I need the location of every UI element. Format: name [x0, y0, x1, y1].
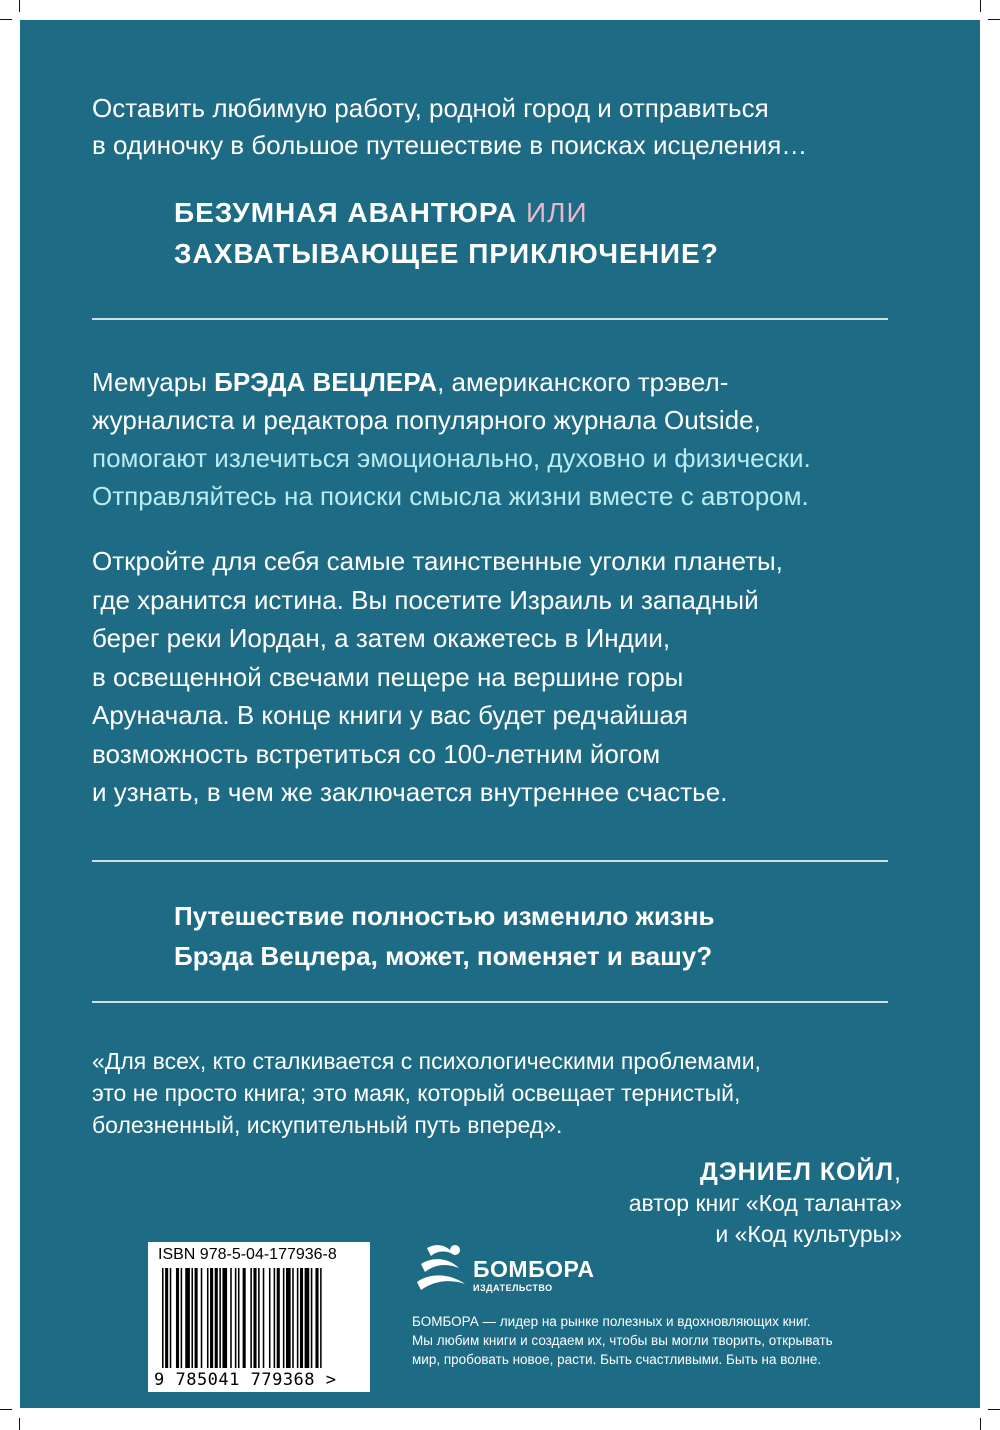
divider: [92, 318, 888, 320]
text-line: Аруначала. В конце книги у вас будет редчайшая: [92, 700, 688, 730]
barcode-bar: [274, 1268, 276, 1368]
publisher-logo-icon: [415, 1242, 471, 1300]
text-part: , американского трэвел-: [437, 367, 729, 397]
barcode-bar: [269, 1268, 271, 1368]
barcode-bar: [219, 1268, 221, 1368]
text-part: Мемуары: [92, 367, 215, 397]
barcode-bar: [243, 1268, 246, 1368]
barcode-bar: [253, 1268, 256, 1368]
crop-mark: [0, 19, 12, 20]
text-line: болезненный, искупительный путь вперед».: [92, 1112, 563, 1138]
barcode-bar: [181, 1268, 183, 1368]
barcode-bar: [305, 1268, 310, 1368]
barcode-bar: [320, 1268, 322, 1368]
crop-mark: [980, 0, 981, 12]
quote-author-desc: и «Код культуры»: [715, 1221, 902, 1247]
text-line-highlight: помогают излечиться эмоционально, духовно и физически.: [92, 443, 811, 473]
barcode-bar: [311, 1268, 313, 1368]
quote-author-desc: автор книг «Код таланта»: [628, 1190, 902, 1216]
headline-part: БЕЗУМНАЯ АВАНТЮРА: [174, 197, 527, 228]
crop-mark: [19, 0, 20, 12]
text-line: мир, пробовать новое, расти. Быть счастливыми. Быть на волне.: [412, 1352, 822, 1367]
discover-paragraph: [92, 542, 783, 812]
text-line: возможность встретиться со 100-летним йогом: [92, 738, 661, 769]
headline-line: ЗАХВАТЫВАЮЩЕЕ ПРИКЛЮЧЕНИЕ?: [174, 238, 719, 269]
quote-author-name: ДЭНИЕЛ КОЙЛ: [700, 1158, 895, 1186]
barcode-bar: [222, 1268, 227, 1368]
review-quote: [92, 1045, 761, 1141]
barcode-bar: [286, 1268, 291, 1368]
text-line: Откройте для себя самые таинственные уголки планеты,: [92, 546, 783, 576]
publisher-blurb: [412, 1312, 833, 1369]
barcode-bar: [191, 1268, 193, 1368]
barcode-bar: [250, 1268, 252, 1368]
quote-attribution: [629, 1156, 902, 1250]
text-line: Оставить любимую работу, родной город и отправиться: [92, 93, 769, 123]
barcode-bar: [170, 1268, 172, 1368]
text-line: в одиночку в большое путешествие в поисках исцеления…: [92, 130, 808, 160]
text-line-highlight: Отправляйтесь на поиски смысла жизни вместе с автором.: [92, 481, 809, 511]
divider: [92, 1001, 888, 1003]
text-line: Брэда Вецлера, может, поменяет и вашу?: [174, 941, 713, 971]
text-line: берег реки Иордан, а затем окажетесь в Индии,: [92, 623, 671, 653]
text-line: Путешествие полностью изменило жизнь: [174, 901, 715, 931]
barcode-bar: [235, 1268, 237, 1368]
question-block: [174, 896, 715, 976]
crop-mark: [0, 1409, 12, 1410]
barcode-bar: [315, 1268, 318, 1368]
publisher-name: БОМБОРА: [473, 1256, 595, 1282]
barcode-bar: [263, 1268, 265, 1368]
barcode-bar: [201, 1268, 203, 1368]
book-back-cover: [20, 20, 980, 1408]
text-line: БОМБОРА — лидер на рынке полезных и вдохновляющих книг.: [412, 1314, 811, 1329]
crop-mark: [980, 1418, 981, 1430]
barcode-bar: [258, 1268, 260, 1368]
memoir-paragraph: [92, 363, 811, 515]
text-line: и узнать, в чем же заключается внутреннее счастье.: [92, 777, 728, 807]
text-line: Мы любим книги и создаем их, чтобы вы могли творить, открывать: [412, 1333, 833, 1348]
intro-paragraph: [92, 90, 807, 164]
text-line: где хранится истина. Вы посетите Израиль и западный: [92, 584, 759, 615]
barcode-bar: [185, 1268, 190, 1368]
text-line: журналиста и редактора популярного журнала Outside,: [92, 405, 761, 435]
barcode-bar: [195, 1268, 198, 1368]
barcode-bar: [210, 1268, 213, 1368]
barcode: [148, 1242, 370, 1392]
divider: [92, 860, 888, 862]
barcode-bar: [162, 1268, 164, 1368]
barcode-bar: [238, 1268, 240, 1368]
publisher-subtitle: ИЗДАТЕЛЬСТВО: [473, 1283, 553, 1293]
text-line: «Для всех, кто сталкивается с психологическими проблемами,: [92, 1048, 761, 1074]
barcode-bar: [165, 1268, 168, 1368]
barcode-bar: [283, 1268, 285, 1368]
isbn-text: ISBN 978-5-04-177936-8: [158, 1246, 337, 1263]
barcode-bar: [297, 1268, 299, 1368]
barcode-bar: [300, 1268, 303, 1368]
barcode-bar: [230, 1268, 232, 1368]
crop-mark: [988, 19, 1000, 20]
headline-or: ИЛИ: [526, 197, 588, 228]
barcode-bar: [215, 1268, 218, 1368]
barcode-bar: [277, 1268, 280, 1368]
author-name-bold: БРЭДА ВЕЦЛЕРА: [214, 367, 438, 397]
barcode-bar: [176, 1268, 179, 1368]
barcode-bar: [207, 1268, 209, 1368]
headline: [174, 192, 719, 274]
comma: ,: [894, 1158, 902, 1186]
crop-mark: [19, 1418, 20, 1430]
text-line: в освещенной свечами пещере на вершине горы: [92, 661, 684, 692]
crop-mark: [988, 1409, 1000, 1410]
barcode-digits: 9 785041 779368 >: [154, 1370, 337, 1390]
barcode-bar: [292, 1268, 294, 1368]
text-line: это не просто книга; это маяк, который освещает тернистый,: [92, 1080, 741, 1106]
